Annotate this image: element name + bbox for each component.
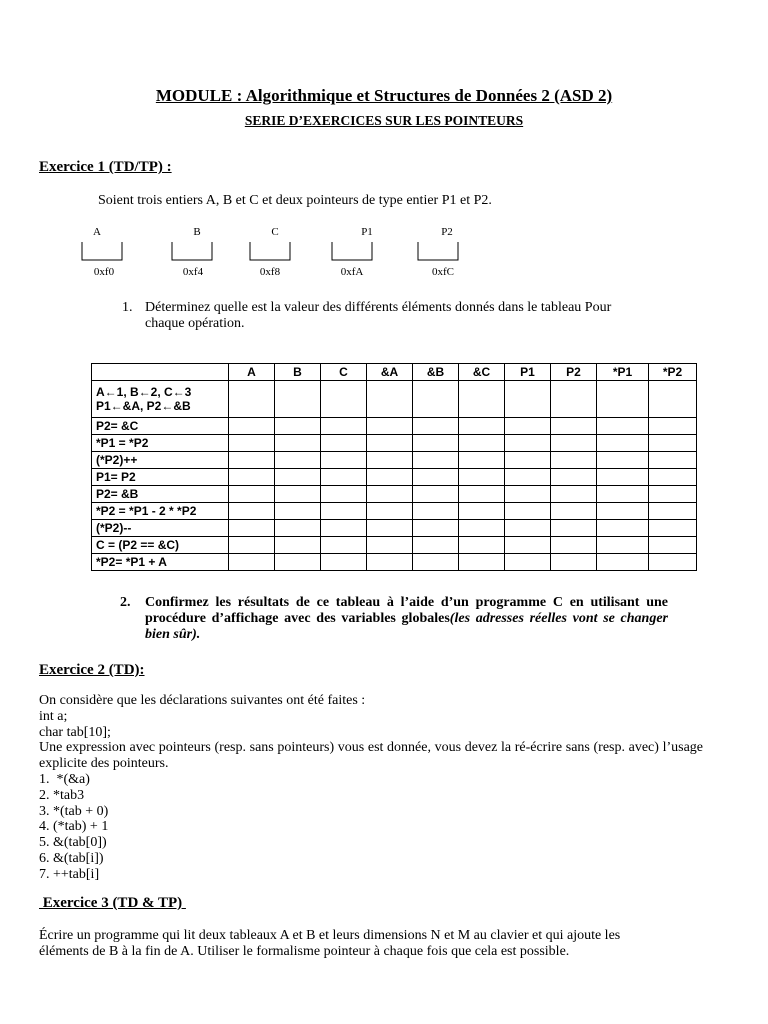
value-cell [551, 435, 597, 452]
value-cell [505, 418, 551, 435]
value-cell [551, 554, 597, 571]
operation-cell: *P2= *P1 + A [92, 554, 229, 571]
value-cell [597, 418, 649, 435]
value-cell [321, 520, 367, 537]
value-cell [459, 435, 505, 452]
operation-cell: C = (P2 == &C) [92, 537, 229, 554]
value-cell [649, 520, 697, 537]
value-cell [229, 520, 275, 537]
value-cell [413, 520, 459, 537]
operation-line: P1←&A, P2←&B [96, 399, 191, 413]
value-cell [229, 486, 275, 503]
value-cell [413, 554, 459, 571]
value-cell [649, 381, 697, 418]
value-cell [367, 435, 413, 452]
list-item: 6. &(tab[i]) [39, 850, 104, 866]
question-2 [120, 595, 668, 643]
value-cell [321, 554, 367, 571]
question-2-number: 2. [120, 595, 131, 610]
operation-cell: P2= &B [92, 486, 229, 503]
value-cell [649, 452, 697, 469]
column-header: &B [413, 364, 459, 381]
value-cell [505, 486, 551, 503]
question-1-line-1: Déterminez quelle est la valeur des différents éléments donnés dans le tableau Pour [145, 300, 612, 315]
operation-line: A←1, B←2, C←3 [96, 385, 192, 399]
value-cell [597, 520, 649, 537]
value-cell [367, 486, 413, 503]
value-cell [505, 503, 551, 520]
exercise-2-heading: Exercice 2 (TD): [39, 662, 145, 678]
question-1-line-2: chaque opération. [145, 316, 245, 331]
value-cell [321, 503, 367, 520]
column-header: C [321, 364, 367, 381]
value-cell [459, 503, 505, 520]
value-cell [649, 537, 697, 554]
operation-cell: *P2 = *P1 - 2 * *P2 [92, 503, 229, 520]
value-cell [459, 469, 505, 486]
table-row [92, 520, 697, 537]
value-cell [275, 418, 321, 435]
address-label: 0xfA [340, 266, 364, 278]
exercise-1-heading: Exercice 1 (TD/TP) : [39, 159, 172, 175]
value-cell [505, 381, 551, 418]
value-cell [367, 503, 413, 520]
list-item: 7. ++tab[i] [39, 866, 100, 882]
series-subtitle: SERIE D’EXERCICES SUR LES POINTEURS [244, 113, 524, 128]
value-cell [597, 486, 649, 503]
question-1-number: 1. [122, 300, 133, 315]
value-cell [505, 469, 551, 486]
value-cell [321, 452, 367, 469]
value-cell [649, 554, 697, 571]
column-header: A [229, 364, 275, 381]
value-cell [275, 381, 321, 418]
values-table [91, 363, 697, 571]
variable-box-p1 [332, 226, 373, 278]
variable-box-p2 [418, 226, 458, 278]
exercise-3-heading: Exercice 3 (TD & TP) [39, 895, 186, 911]
value-cell [413, 503, 459, 520]
value-cell [413, 435, 459, 452]
column-header: P2 [551, 364, 597, 381]
variable-label: B [193, 226, 201, 238]
value-cell [229, 537, 275, 554]
exercise-2-instruction: Une expression avec pointeurs (resp. sans pointeurs) vous est donnée, vous devez la ré-écrire sans (resp. avec) l’usage explicite des pointeurs. [39, 740, 703, 772]
column-header: *P2 [649, 364, 697, 381]
address-label: 0xfC [432, 266, 454, 278]
value-cell [649, 503, 697, 520]
value-cell [367, 418, 413, 435]
value-cell [551, 537, 597, 554]
list-item: 1. *(&a) [39, 771, 90, 787]
declaration-line: int a; [39, 708, 68, 724]
variable-box-a [82, 226, 122, 278]
value-cell [413, 452, 459, 469]
value-cell [275, 520, 321, 537]
exercise-2-intro: On considère que les déclarations suivantes ont été faites : [39, 693, 366, 708]
value-cell [551, 381, 597, 418]
value-cell [505, 452, 551, 469]
variable-label: P1 [361, 226, 373, 238]
value-cell [275, 554, 321, 571]
value-cell [505, 537, 551, 554]
value-cell [229, 418, 275, 435]
column-header: B [275, 364, 321, 381]
column-header: *P1 [597, 364, 649, 381]
value-cell [505, 520, 551, 537]
list-item: 3. *(tab + 0) [39, 803, 109, 819]
variable-box-c [250, 226, 290, 278]
memory-diagram [70, 222, 490, 282]
value-cell [459, 418, 505, 435]
value-cell [597, 503, 649, 520]
value-cell [459, 537, 505, 554]
operation-cell: *P1 = *P2 [92, 435, 229, 452]
list-item: 4. (*tab) + 1 [39, 819, 109, 835]
value-cell [229, 469, 275, 486]
address-label: 0xf0 [93, 266, 115, 278]
variable-label: P2 [441, 226, 453, 238]
value-cell [413, 469, 459, 486]
operation-cell: (*P2)-- [92, 520, 229, 537]
value-cell [551, 520, 597, 537]
operation-cell: (*P2)++ [92, 452, 229, 469]
value-cell [367, 469, 413, 486]
value-cell [367, 381, 413, 418]
variable-box-b [172, 226, 212, 278]
value-cell [551, 452, 597, 469]
table-row [92, 452, 697, 469]
value-cell [229, 381, 275, 418]
list-item: 2. *tab3 [39, 787, 85, 803]
table-row [92, 381, 697, 418]
value-cell [275, 486, 321, 503]
column-header: &A [367, 364, 413, 381]
value-cell [275, 452, 321, 469]
value-cell [367, 520, 413, 537]
value-cell [367, 452, 413, 469]
table-header-row [92, 364, 697, 381]
value-cell [551, 503, 597, 520]
value-cell [459, 381, 505, 418]
value-cell [597, 554, 649, 571]
value-cell [367, 554, 413, 571]
exercise-3-text: Écrire un programme qui lit deux tableaux A et B et leurs dimensions N et M au clavier et qui ajoute les éléments de B à la fin de A. Utiliser le formalisme pointeur à chaque fois que cela est possible. [39, 928, 621, 959]
value-cell [597, 381, 649, 418]
value-cell [505, 554, 551, 571]
value-cell [275, 435, 321, 452]
operation-cell: P1= P2 [92, 469, 229, 486]
variable-label: A [93, 226, 101, 238]
value-cell [649, 435, 697, 452]
value-cell [321, 469, 367, 486]
address-label: 0xf4 [182, 266, 204, 278]
table-header-corner [92, 364, 229, 381]
value-cell [321, 435, 367, 452]
value-cell [229, 554, 275, 571]
value-cell [229, 452, 275, 469]
value-cell [275, 503, 321, 520]
value-cell [597, 469, 649, 486]
table-row [92, 537, 697, 554]
question-2-text: Confirmez les résultats de ce tableau à l’aide d’un programme C en utilisant une procédure d’affichage avec des variables globales [145, 595, 668, 626]
value-cell [649, 469, 697, 486]
value-cell [275, 537, 321, 554]
value-cell [597, 435, 649, 452]
value-cell [321, 537, 367, 554]
address-label: 0xf8 [259, 266, 281, 278]
value-cell [321, 381, 367, 418]
table-row [92, 554, 697, 571]
value-cell [551, 486, 597, 503]
value-cell [367, 537, 413, 554]
table-row [92, 503, 697, 520]
table-row [92, 469, 697, 486]
column-header: &C [459, 364, 505, 381]
exercise-1-intro: Soient trois entiers A, B et C et deux pointeurs de type entier P1 et P2. [98, 193, 492, 208]
value-cell [459, 520, 505, 537]
table-row [92, 435, 697, 452]
table-row [92, 486, 697, 503]
column-header: P1 [505, 364, 551, 381]
value-cell [459, 486, 505, 503]
value-cell [413, 381, 459, 418]
value-cell [551, 469, 597, 486]
value-cell [597, 537, 649, 554]
value-cell [597, 452, 649, 469]
operation-cell: P2= &C [92, 418, 229, 435]
value-cell [229, 503, 275, 520]
variable-label: C [271, 226, 279, 238]
exercise-2-body [39, 693, 703, 883]
table-row [92, 418, 697, 435]
value-cell [321, 418, 367, 435]
question-2-note: (les adresses réelles vont se changer bien sûr). [145, 611, 668, 642]
value-cell [275, 469, 321, 486]
value-cell [649, 418, 697, 435]
declaration-line: char tab[10]; [39, 724, 111, 740]
value-cell [505, 435, 551, 452]
operation-cell [92, 381, 229, 418]
value-cell [551, 418, 597, 435]
value-cell [229, 435, 275, 452]
value-cell [459, 452, 505, 469]
value-cell [413, 418, 459, 435]
value-cell [459, 554, 505, 571]
value-cell [413, 537, 459, 554]
value-cell [649, 486, 697, 503]
module-title: MODULE : Algorithmique et Structures de Données 2 (ASD 2) [155, 86, 613, 105]
value-cell [321, 486, 367, 503]
list-item: 5. &(tab[0]) [39, 835, 107, 851]
value-cell [413, 486, 459, 503]
